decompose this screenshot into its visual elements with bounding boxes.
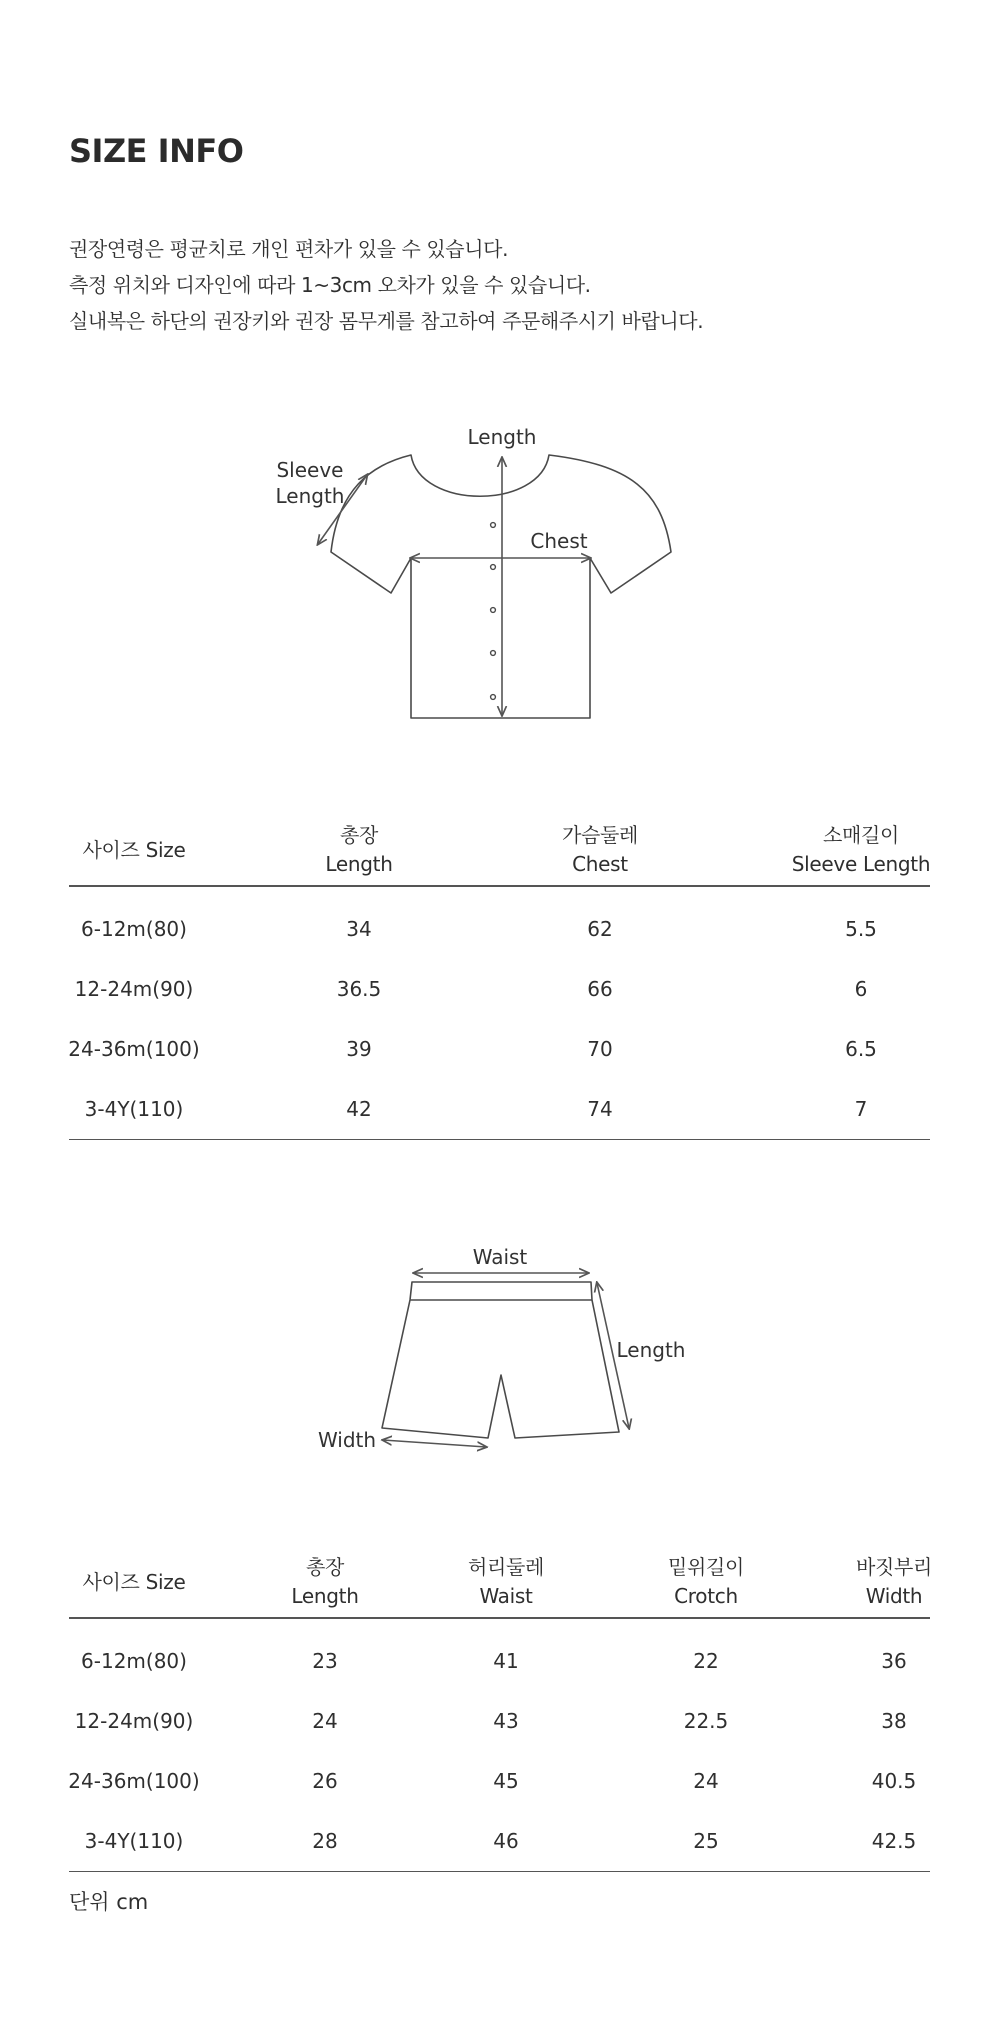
cell-width: 40.5 (871, 1769, 917, 1793)
pants-length-label: Length (616, 1338, 686, 1362)
header-crotch: 밑위길이 Crotch (667, 1555, 745, 1608)
header-size: 사이즈 Size (82, 1569, 186, 1594)
shirt-outline (331, 455, 671, 718)
table-body (69, 887, 930, 1140)
note-line: 권장연령은 평균치로 개인 편차가 있을 수 있습니다. (69, 237, 509, 261)
cell-chest: 62 (587, 917, 613, 941)
table-row (69, 1079, 930, 1139)
shorts-outline (382, 1282, 619, 1438)
cell-size: 3-4Y(110) (84, 1097, 184, 1121)
cell-length: 34 (346, 917, 372, 941)
width-arrow (383, 1440, 486, 1447)
cell-size: 12-24m(90) (74, 1709, 194, 1733)
bottom-size-table (68, 1547, 933, 1881)
cell-size: 6-12m(80) (81, 917, 187, 941)
cell-width: 38 (881, 1709, 907, 1733)
header-width: 바짓부리 Width (855, 1555, 933, 1608)
table-header (69, 1547, 933, 1619)
cell-width: 36 (881, 1649, 907, 1673)
header-length: 총장 Length (325, 823, 393, 876)
chest-label: Chest (530, 529, 588, 553)
cell-size: 6-12m(80) (81, 1649, 187, 1673)
note-line: 실내복은 하단의 권장키와 권장 몸무게를 참고하여 주문해주시기 바랍니다. (69, 309, 704, 333)
cell-chest: 74 (587, 1097, 613, 1121)
cell-size: 24-36m(100) (68, 1769, 200, 1793)
cell-length: 36.5 (336, 977, 382, 1001)
bottom-garment-diagram (0, 1230, 1000, 1470)
table-row (69, 1019, 930, 1079)
cell-length: 23 (312, 1649, 338, 1673)
top-size-table (69, 815, 930, 1149)
cell-waist: 43 (493, 1709, 519, 1733)
cell-sleeve: 7 (854, 1097, 868, 1121)
top-garment-diagram (0, 410, 1000, 740)
length-label: Length (467, 425, 537, 449)
cell-sleeve: 6.5 (845, 1037, 877, 1061)
button-dot (491, 608, 496, 613)
table-header (69, 815, 930, 887)
cell-crotch: 24 (693, 1769, 719, 1793)
cell-size: 12-24m(90) (74, 977, 194, 1001)
cell-size: 24-36m(100) (68, 1037, 200, 1061)
sleeve-label-line1: Sleeve (276, 458, 344, 482)
width-label: Width (317, 1428, 377, 1452)
button-dot (491, 695, 496, 700)
size-notes (69, 231, 703, 339)
cell-sleeve: 5.5 (845, 917, 877, 941)
cell-waist: 45 (493, 1769, 519, 1793)
table-row (69, 1811, 930, 1871)
cell-length: 28 (312, 1829, 338, 1853)
note-line: 측정 위치와 디자인에 따라 1~3cm 오차가 있을 수 있습니다. (69, 273, 591, 297)
header-waist: 허리둘레 Waist (467, 1555, 545, 1608)
cell-width: 42.5 (871, 1829, 917, 1853)
shirt-buttons (491, 523, 496, 700)
cell-chest: 66 (587, 977, 613, 1001)
table-row (69, 1691, 930, 1751)
cell-waist: 46 (493, 1829, 519, 1853)
table-row (69, 899, 930, 959)
page-title: SIZE INFO (69, 132, 244, 170)
button-dot (491, 523, 496, 528)
cell-waist: 41 (493, 1649, 519, 1673)
cell-crotch: 22 (693, 1649, 719, 1673)
header-sleeve-length: 소매길이 Sleeve Length (791, 823, 931, 876)
table-row (69, 1751, 930, 1811)
cell-length: 26 (312, 1769, 338, 1793)
header-chest: 가슴둘레 Chest (561, 823, 639, 876)
sleeve-label-line2: Length (275, 484, 345, 508)
table-row (69, 1631, 930, 1691)
cell-length: 39 (346, 1037, 372, 1061)
cell-chest: 70 (587, 1037, 613, 1061)
cell-length: 42 (346, 1097, 372, 1121)
header-length: 총장 Length (291, 1555, 359, 1608)
table-body (69, 1619, 930, 1872)
button-dot (491, 651, 496, 656)
header-size: 사이즈 Size (82, 837, 186, 862)
button-dot (491, 565, 496, 570)
cell-length: 24 (312, 1709, 338, 1733)
waist-label: Waist (472, 1245, 528, 1269)
cell-size: 3-4Y(110) (84, 1829, 184, 1853)
cell-crotch: 22.5 (683, 1709, 729, 1733)
cell-sleeve: 6 (854, 977, 868, 1001)
unit-note: 단위 cm (69, 1890, 149, 1914)
table-row (69, 959, 930, 1019)
cell-crotch: 25 (693, 1829, 719, 1853)
